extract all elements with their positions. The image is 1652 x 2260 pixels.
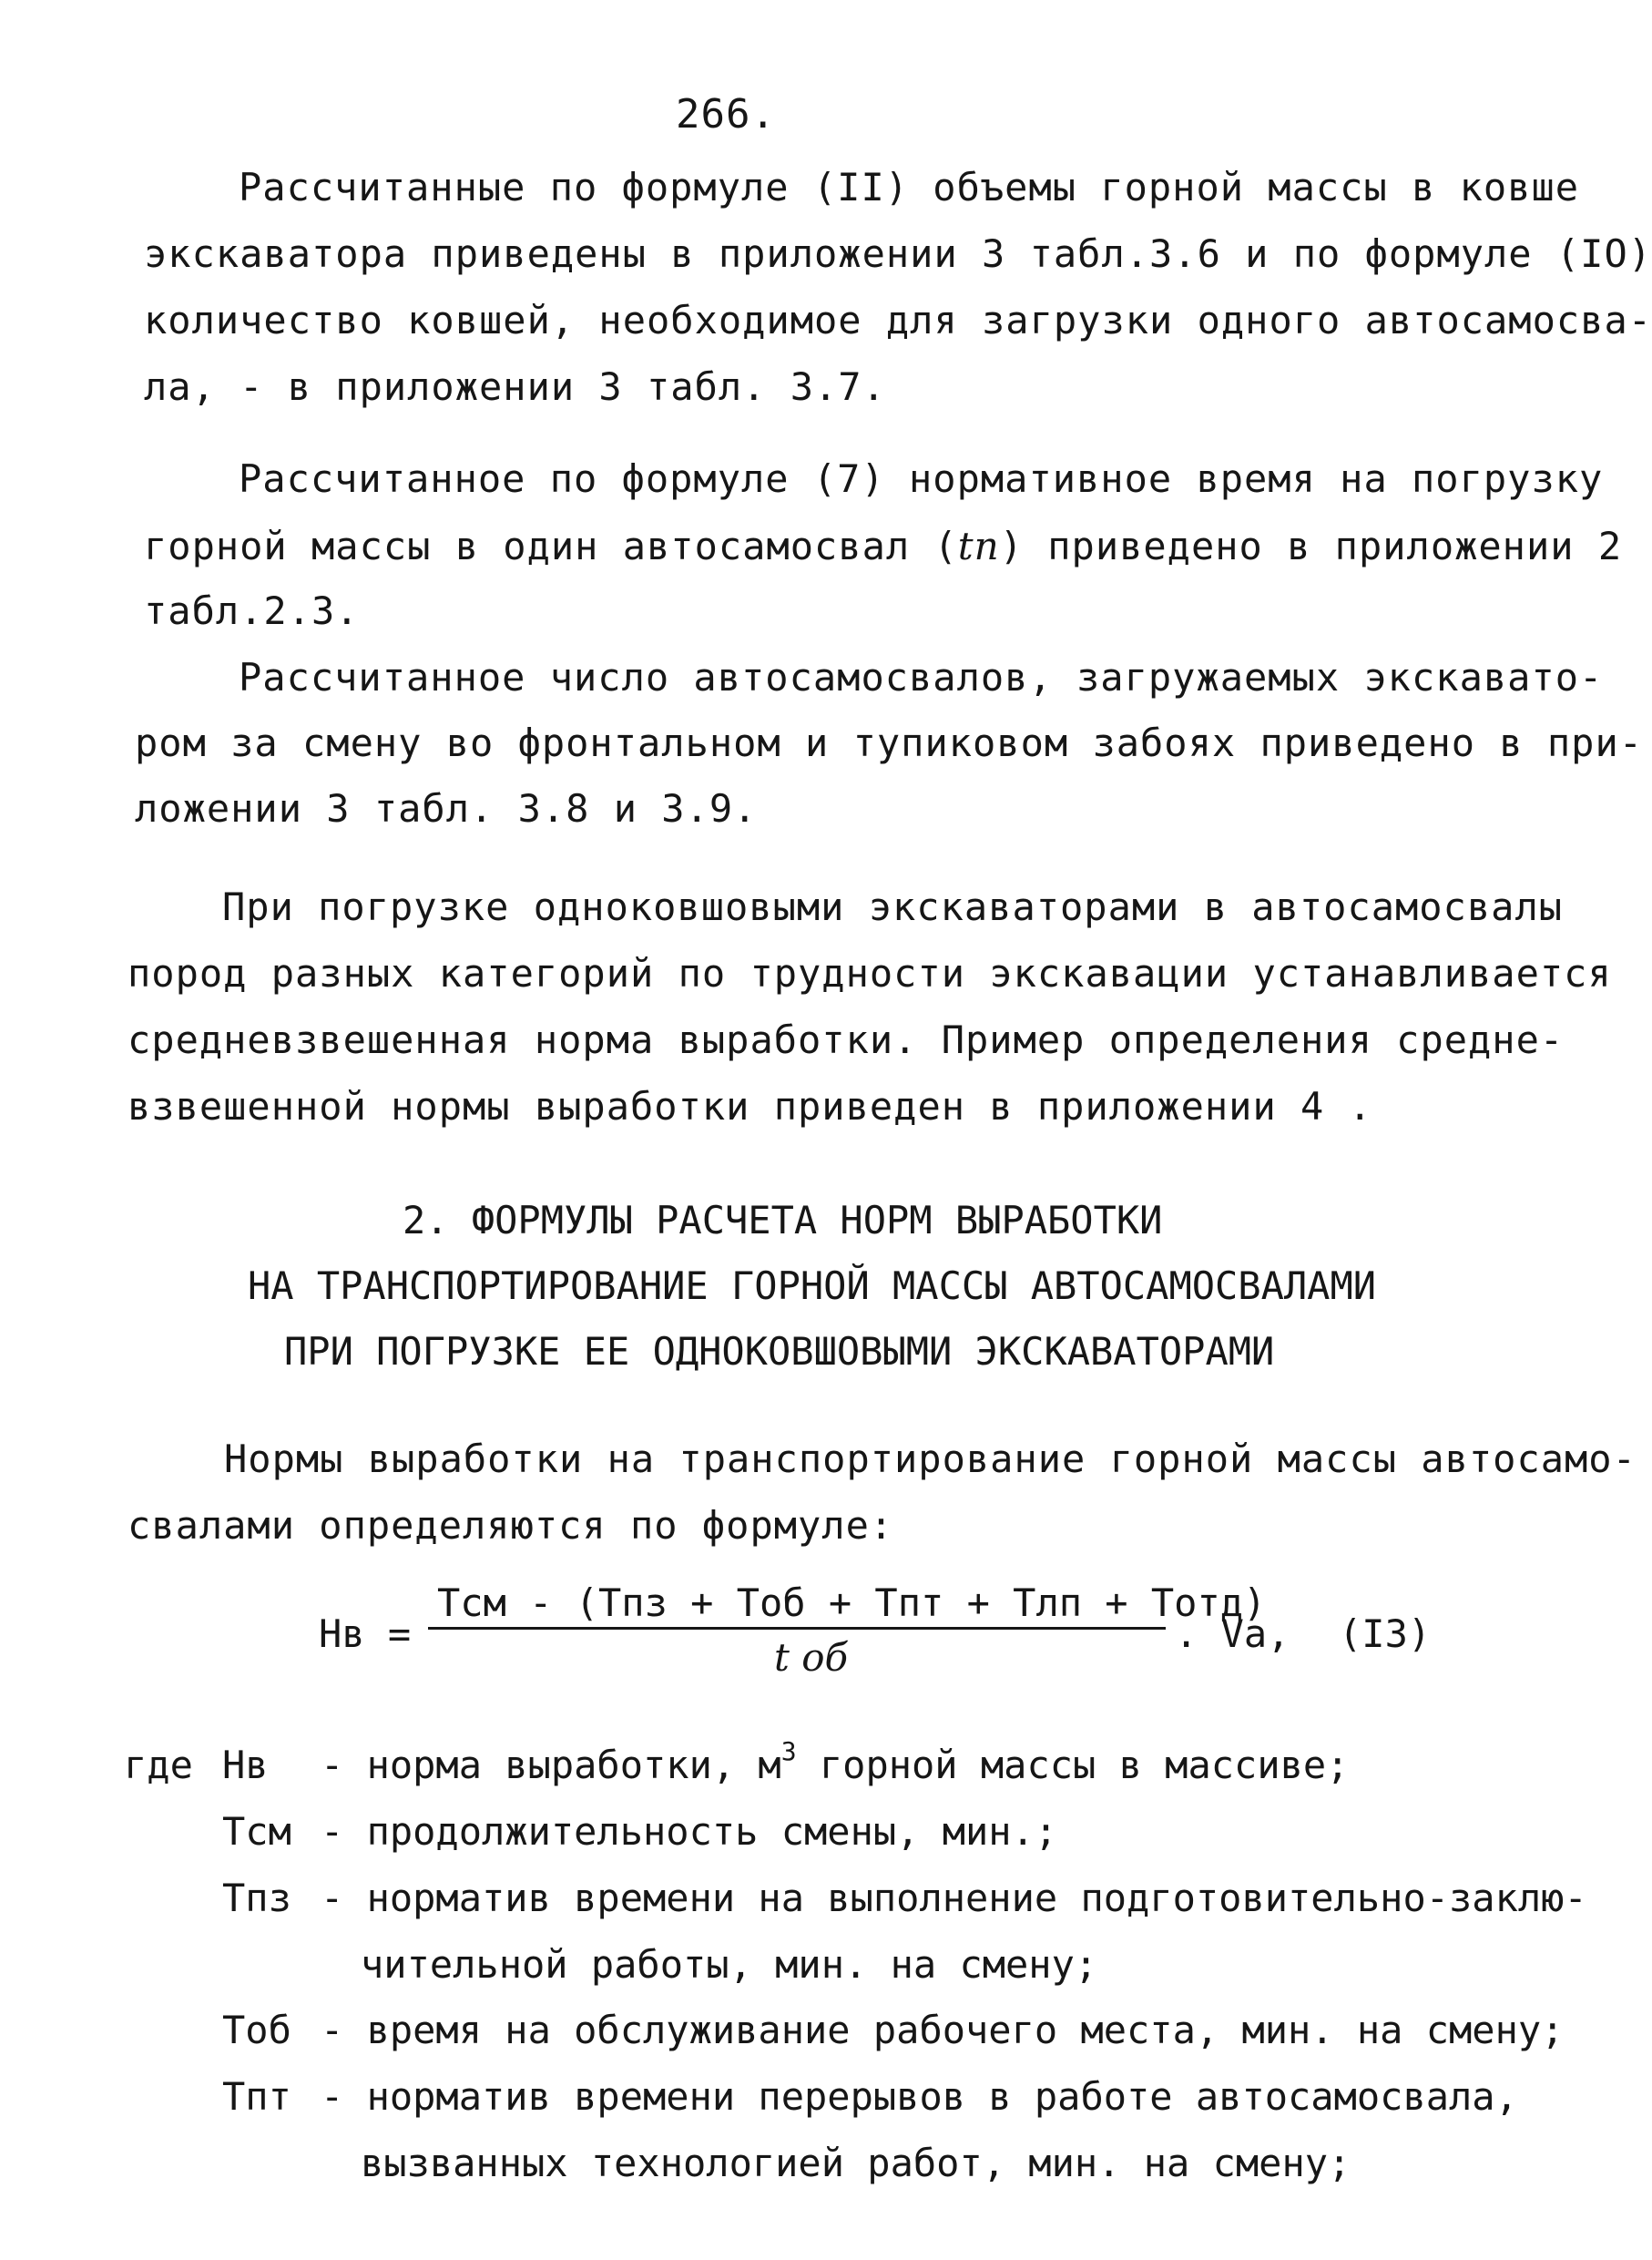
section-heading: НА ТРАНСПОРТИРОВАНИЕ ГОРНОЙ МАССЫ АВТОСАМОСВАЛАМИ	[248, 1263, 1377, 1308]
definition-term: Тпз	[222, 1876, 291, 1920]
definition-term: Тсм	[222, 1809, 291, 1854]
paragraph-2-line	[144, 523, 1622, 570]
formula-lhs: Нв =	[319, 1611, 412, 1656]
paragraph-1-line: Рассчитанные по формуле (II) объемы горной массы в ковше	[239, 165, 1580, 210]
definition-text: - продолжительность смены, мин.;	[321, 1809, 1058, 1854]
superscript-3: 3	[780, 1736, 797, 1766]
section-heading: 2. ФОРМУЛЫ РАСЧЕТА НОРМ ВЫРАБОТКИ	[403, 1198, 1163, 1242]
paragraph-4-line: взвешенной нормы выработки приведен в приложении 4 .	[127, 1084, 1372, 1129]
definition-text: - время на обслуживание рабочего места, мин. на смену;	[321, 2008, 1565, 2052]
definition-text	[321, 1736, 1350, 1794]
definition-text: - норматив времени перерывов в работе автосамосвала,	[321, 2074, 1518, 2119]
definition-term: Тоб	[222, 2008, 291, 2052]
definition-text: - норматив времени на выполнение подготовительно-заклю-	[321, 1876, 1587, 1920]
paragraph-2-text: горной массы в один автосамосвал (	[144, 524, 958, 568]
formula-intro-line: Нормы выработки на транспортирование горной массы автосамо-	[224, 1437, 1637, 1481]
paragraph-2-line: табл.2.3.	[144, 588, 360, 633]
page-number: 266.	[676, 91, 776, 138]
section-heading: ПРИ ПОГРУЗКЕ ЕЕ ОДНОКОВШОВЫМИ ЭКСКАВАТОРАМИ	[284, 1329, 1275, 1374]
formula-number: (I3)	[1339, 1611, 1432, 1656]
definition-text-part: горной массы в массиве;	[796, 1743, 1350, 1787]
paragraph-4-line: средневзвешенная норма выработки. Пример определения средне-	[127, 1018, 1565, 1062]
definition-text-part: - норма выработки, м	[321, 1743, 781, 1787]
formula-13	[319, 1567, 1432, 1703]
formula-multiplier: . Va,	[1175, 1611, 1290, 1656]
paragraph-1-line: количество ковшей, необходимое для загрузки одного автосамосва-	[144, 298, 1652, 343]
definition-term: Тпт	[222, 2074, 291, 2119]
definition-text-continuation: вызванных технологией работ, мин. на смену;	[361, 2141, 1351, 2185]
definition-text-continuation: чительной работы, мин. на смену;	[361, 1942, 1098, 1987]
symbol-tp: tп	[957, 524, 1000, 568]
paragraph-3-line: ложении 3 табл. 3.8 и 3.9.	[135, 786, 758, 831]
paragraph-3-line: ром за смену во фронтальном и тупиковом забоях приведено в при-	[135, 721, 1644, 765]
paragraph-2-text: ) приведено в приложении 2	[999, 524, 1623, 568]
paragraph-3-line: Рассчитанное число автосамосвалов, загружаемых экскавато-	[239, 655, 1604, 700]
paragraph-2-line: Рассчитанное по формуле (7) нормативное время на погрузку	[239, 456, 1604, 501]
formula-intro-line: свалами определяются по формуле:	[127, 1503, 894, 1548]
definition-term: Нв	[222, 1743, 269, 1787]
paragraph-4-line: пород разных категорий по трудности экскавации устанавливается	[127, 951, 1612, 996]
paragraph-1-line: экскаватора приведены в приложении 3 табл.3.6 и по формуле (IO)	[144, 231, 1652, 276]
definitions-prefix: где	[124, 1743, 193, 1787]
paragraph-1-line: ла, - в приложении 3 табл. 3.7.	[144, 364, 886, 409]
fraction-bar	[428, 1627, 1166, 1630]
paragraph-4-line: При погрузке одноковшовыми экскаваторами в автосамосвалы	[222, 885, 1564, 929]
formula-denominator: t об	[774, 1635, 849, 1680]
formula-numerator: Тсм - (Тпз + Тоб + Тпт + Тлп + Тотд)	[437, 1580, 1267, 1625]
